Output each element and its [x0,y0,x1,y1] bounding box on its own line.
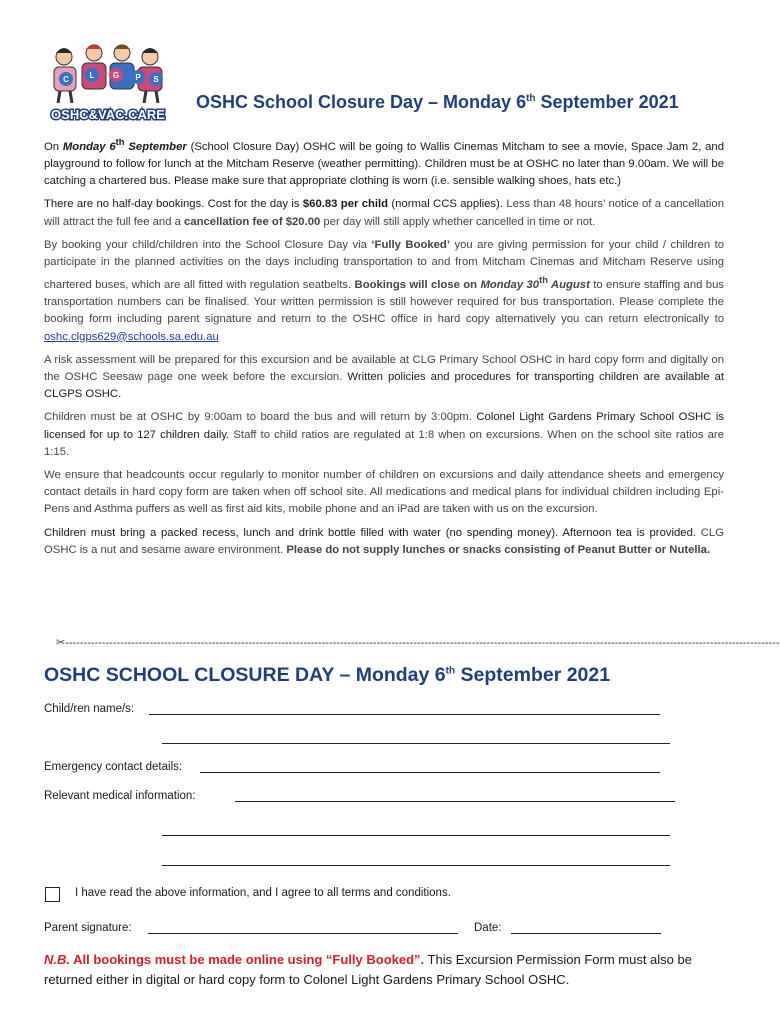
scissors-icon: ✂ [56,637,66,649]
email-link[interactable]: oshc.clgps629@schools.sa.edu.au [44,330,219,343]
form-title: OSHC SCHOOL CLOSURE DAY – Monday 6th September 2021 [44,664,611,686]
svg-text:OSHC&VAC.CARE: OSHC&VAC.CARE [51,107,165,122]
children-input-2[interactable] [162,743,670,744]
emergency-label: Emergency contact details: [44,761,183,773]
svg-text:S: S [153,75,159,84]
page-title: OSHC School Closure Day – Monday 6th September 2021 [196,92,679,112]
paragraph-safety: We ensure that headcounts occur regularly to monitor number of children on excursions and daily attendance sheets and emergency contact details in hard copy form are taken when off school site. All medications and medical plans for individual children including Epi-Pens and Asthma puffers as well as first aid kits, mobile phone and an iPad are taken with us on the excursion. [44,468,724,516]
body-text [44,133,724,565]
signature-input[interactable] [148,933,458,934]
children-label: Child/ren name/s: [44,703,135,715]
medical-input-3[interactable] [162,865,670,866]
paragraph-risk: A risk assessment will be prepared for this excursion and be available at CLG Primary School OSHC in hard copy form and digitally on the OSHC Seesaw page one week before the excursion. Written policies and procedures for transporting children are available at CLGPS OSHC. [44,353,724,401]
paragraph-times: Children must be at OSHC by 9:00am to board the bus and will return by 3:00pm. Colonel Light Gardens Primary School OSHC is licensed for up to 127 children daily. Staff to child ratios are regulated at 1:8 when on excursions. When on the school site ratios are 1:15. [44,411,724,458]
footnote: N.B. All bookings must be made online using “Fully Booked”. This Excursion Permission Form must also be returned either in digital or hard copy form to Colonel Light Gardens Primary School OSHC. [44,952,692,987]
svg-text:L: L [89,71,95,80]
date-label: Date: [474,922,502,934]
medical-label: Relevant medical information: [44,790,196,802]
signature-label: Parent signature: [44,922,132,934]
cut-line: ✂--------------------------------------------------------------------------------------------------------------------------------------------------------------------------------------------------- [56,637,780,649]
paragraph-permission: By booking your child/children into the School Closure Day via ‘Fully Booked’ you are giving permission for your child / children to participate in the planned activities on the days including transportation to and from Mitcham Cinemas and Mitcham Reserve using chartered buses, which are all fitted with regulation seatbelts. Bookings will close on Monday 30th August to ensure staffing and bus transportation numbers can be finalised. Your written permission is still however required for bus transportation. Please complete the booking form including parent signature and return to the OSHC office in hard copy alternatively you can return electronically to oshc.clgps629@schools.sa.edu.au [44,238,725,343]
date-input[interactable] [511,933,661,934]
paragraph-excursion: On Monday 6th September (School Closure Day) OSHC will be going to Wallis Cinemas Mitcham to see a movie, Space Jam 2, and playground to follow for lunch at the Mitcham Reserve (weather permitting). Children must be at OSHC no later than 9.00am. We will be catching a chartered bus. Please make sure that appropriate clothing is worn (i.e. sensible walking shoes, hats etc.) [44,136,724,188]
svg-text:G: G [112,71,120,80]
paragraph-food: Children must bring a packed recess, lunch and drink bottle filled with water (no spending money). Afternoon tea is provided. CLG OSHC is a nut and sesame aware environment. Please do not supply lunches or snacks consisting of Peanut Butter or Nutella. [44,526,724,556]
svg-text:P: P [135,73,141,82]
svg-text:C: C [63,75,69,84]
emergency-input[interactable] [200,772,660,773]
medical-input[interactable] [235,801,675,802]
paragraph-cost: There are no half-day bookings. Cost for the day is $60.83 per child (normal CCS applies). Less than 48 hours’ notice of a cancellation will attract the full fee and a cancellation fee of $20.00 per day will still apply whether cancelled in time or not. [44,198,724,228]
oshc-logo [42,43,174,123]
children-input[interactable] [149,714,660,715]
medical-input-2[interactable] [162,835,670,836]
agree-label: I have read the above information, and I agree to all terms and conditions. [75,887,451,899]
agree-checkbox[interactable] [45,887,60,902]
